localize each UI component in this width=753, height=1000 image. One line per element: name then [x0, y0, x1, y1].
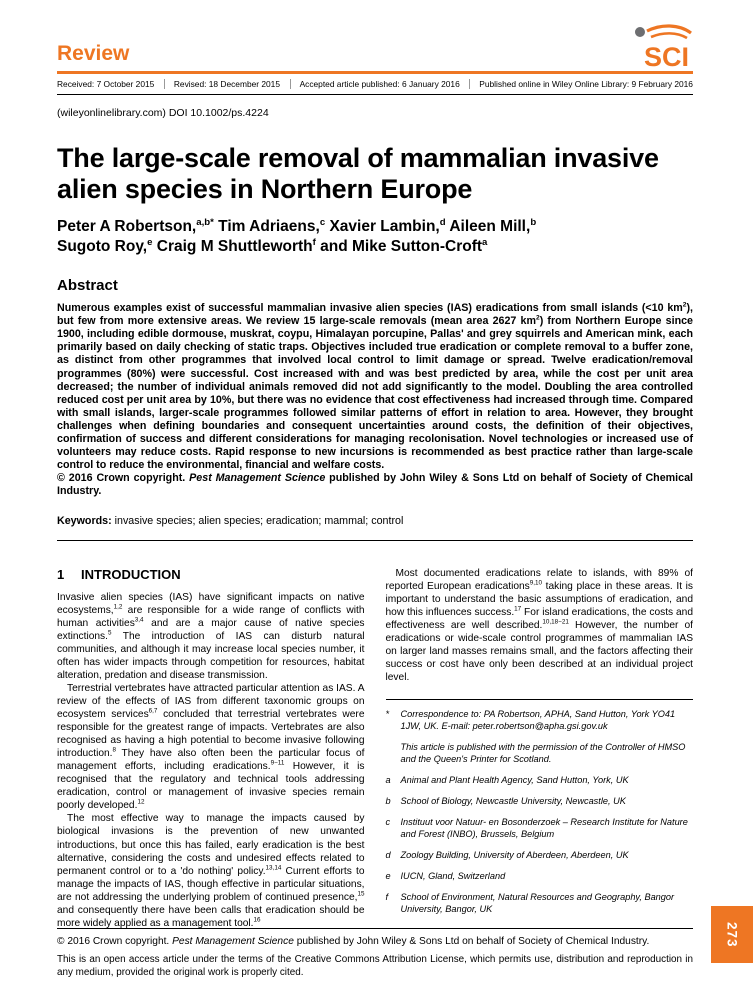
sci-logo-graphic: [625, 22, 693, 70]
affiliation-d: [386, 850, 694, 862]
doi-line: (wileyonlinelibrary.com) DOI 10.1002/ps.4224: [57, 107, 269, 119]
two-column-body: [57, 567, 693, 930]
section-heading-introduction: [57, 567, 365, 584]
sci-logo-text: SCI: [644, 42, 690, 70]
article-title: The large-scale removal of mammalian invasive alien species in Northern Europe: [57, 143, 659, 204]
footnote-text: Animal and Plant Health Agency, Sand Hutton, York, UK: [400, 775, 629, 786]
intro-paragraph-3: The most effective way to manage the impacts caused by biological invasions is the prevention of new unwanted introductions, but once this has failed, early eradication is the best alternative, considering the costs and undesired effects related to permanent control or to a 'do nothing' policy.$^{13,14}$ Current efforts to manage the impacts of IAS, though effective in particular situations, are not addressing the underlying problem of continued presence,$^{15}$ and consequently there have been calls that eradication should be more widely applied as a management tool.$^{16}$: [57, 813, 365, 929]
article-type-label: Review: [57, 42, 130, 65]
footnote-text: School of Biology, Newcastle University, Newcastle, UK: [400, 796, 626, 807]
footnote-text: Zoology Building, University of Aberdeen, Aberdeen, UK: [400, 850, 629, 861]
footnote-label: d: [385, 850, 391, 861]
keywords-label: Keywords:: [57, 514, 112, 527]
left-column: [57, 567, 365, 930]
footnote-label: c: [385, 817, 391, 828]
intro-paragraph-4: Most documented eradications relate to islands, with 89% of reported European eradications$^{9,10}$ taking place in these areas. It is important to understand the basic assumptions of eradication, and how this influences success.$^{17}$ For island eradications, the costs and effectiveness are well described.$^{10,18-21}$ However, the number of eradications or wide-scale control programmes of mammalian IAS on larger land masses remains small, and the factors affecting their success or cost have only been described at an individual project level.: [385, 567, 693, 684]
footnote-text: School of Environment, Natural Resources and Geography, Bangor University, Bangor, UK: [400, 891, 675, 914]
affiliation-a: [386, 775, 694, 787]
footnote-label: a: [385, 775, 391, 786]
accepted-date: Accepted article published: 6 January 2016: [290, 79, 460, 89]
published-online-date: Published online in Wiley Online Library: 9 February 2016: [469, 79, 693, 89]
page-number: 273: [724, 921, 740, 948]
correspondence-note: [386, 709, 694, 733]
footnote-text: Correspondence to: PA Robertson, APHA, Sand Hutton, York YO41 1JW, UK. E-mail: peter.robertson@apha.gsi.gov.uk: [400, 709, 676, 732]
footnote-label: f: [385, 891, 389, 902]
footnote-text: Instituut voor Natuur- en Bosonderzoek – Research Institute for Nature and Forest (INBO), Brussels, Belgium: [400, 817, 688, 840]
revised-date: Revised: 18 December 2015: [164, 79, 280, 89]
affiliation-b: [386, 796, 694, 808]
intro-paragraph-2: Terrestrial vertebrates have attracted particular attention as IAS. A review of the effects of IAS from different taxonomic groups on ecosystem services$^{6,7}$ concluded that terrestrial vertebrates were responsible for the greatest range of impacts. Vertebrates are also recognised as having a high potential to become invasive following introduction.$^8$ They have also often been the particular focus of management efforts, including eradications.$^{9-11}$ However, it is recognised that the regulatory and technical tools addressing eradication, control or management of invasive species remain poorly developed.$^{12}$: [57, 682, 365, 812]
abstract-heading: Abstract: [57, 277, 118, 295]
masthead: [57, 22, 693, 71]
footnote-label: [386, 742, 394, 766]
article-history-bar: [57, 74, 693, 95]
keywords-text: invasive species; alien species; eradication; mammal; control: [114, 514, 404, 527]
footnotes-block: [386, 699, 694, 915]
section-number: 1: [57, 566, 65, 582]
footnote-label: *: [385, 709, 390, 720]
page-footer: [57, 928, 693, 980]
right-column: [386, 567, 694, 930]
sci-logo: [625, 22, 693, 75]
section-divider: [57, 540, 693, 541]
affiliation-c: [386, 817, 694, 841]
footnote-label: b: [385, 796, 391, 807]
keywords-line: [57, 515, 693, 527]
affiliation-e: [386, 871, 694, 883]
footnote-text: IUCN, Gland, Switzerland: [400, 870, 506, 881]
affiliation-f: [386, 892, 694, 916]
footnote-label: e: [385, 870, 391, 881]
footer-copyright: © 2016 Crown copyright. Pest Management Science published by John Wiley & Sons Ltd on behalf of Society of Chemical Industry.: [57, 936, 650, 948]
abstract-body: Numerous examples exist of successful mammalian invasive alien species (IAS) eradications from small islands (<10 $km^2$), but few from more extensive areas. We review 15 large-scale removals (mean area 2627 $km^2$) from Northern Europe since 1900, including edible dormouse, muskrat, coypu, Himalayan porcupine, Pallas' and grey squirrels and American mink, each primarily based on daily checking of static traps. Objectives included true eradication or complete removal to a buffer zone, as distinct from other programmes that involved local control to limit damage or spread. Twelve eradication/removal programmes (80%) were successful. Cost increased with and was best predicted by area, while the cost per unit area decreased; the number of individual animals removed did not add significantly to the model. Doubling the area controlled reduced cost per unit area by 10%, but there was no evidence that cost effectiveness had increased through time. Compared with small islands, larger-scale programmes followed similar patterns of effort in relation to area. However, they brought challenges when defining boundaries and consequent uncertainties around costs, the definition of their objectives, confirmation of success and different considerations for managing recolonisation. Novel technologies or increased use of volunteers may reduce costs. Rapid response to new incursions is recommended as best practice rather than large-scale control to reduce the environmental, financial and welfare costs.: [57, 301, 694, 471]
abstract-copyright: © 2016 Crown copyright. Pest Management Science published by John Wiley & Sons Ltd on behalf of Society of Chemical Industry.: [57, 471, 693, 497]
footer-license: This is an open access article under the terms of the Creative Commons Attribution License, which permits use, distribution and reproduction in any medium, provided the original work is properly cited.: [57, 954, 693, 979]
section-title: INTRODUCTION: [81, 566, 181, 582]
page-number-tab: [711, 906, 753, 963]
received-date: Received: 7 October 2015: [57, 79, 155, 89]
intro-paragraph-1: Invasive alien species (IAS) have significant impacts on native ecosystems,$^{1,2}$ are responsible for a wide range of conflicts with human activities$^{3,4}$ and are a major cause of native species extinctions.$^5$ The introduction of IAS can disturb natural communities, and although it may increase local species number, it often has wider impacts through competition for resources, habitat alteration, predation and disease transmission.: [57, 591, 365, 681]
author-list: Peter A Robertson,$^{a,b*}$ Tim Adriaens,$^c$ Xavier Lambin,$^d$ Aileen Mill,$^b$ Sugoto Roy,$^e$ Craig M Shuttleworth$^f$ and Mike Sutton-Croft$^a$: [57, 216, 537, 256]
footnote-text: This article is published with the permission of the Controller of HMSO and the Queen's Printer for Scotland.: [400, 742, 686, 765]
permission-note: [386, 742, 694, 766]
